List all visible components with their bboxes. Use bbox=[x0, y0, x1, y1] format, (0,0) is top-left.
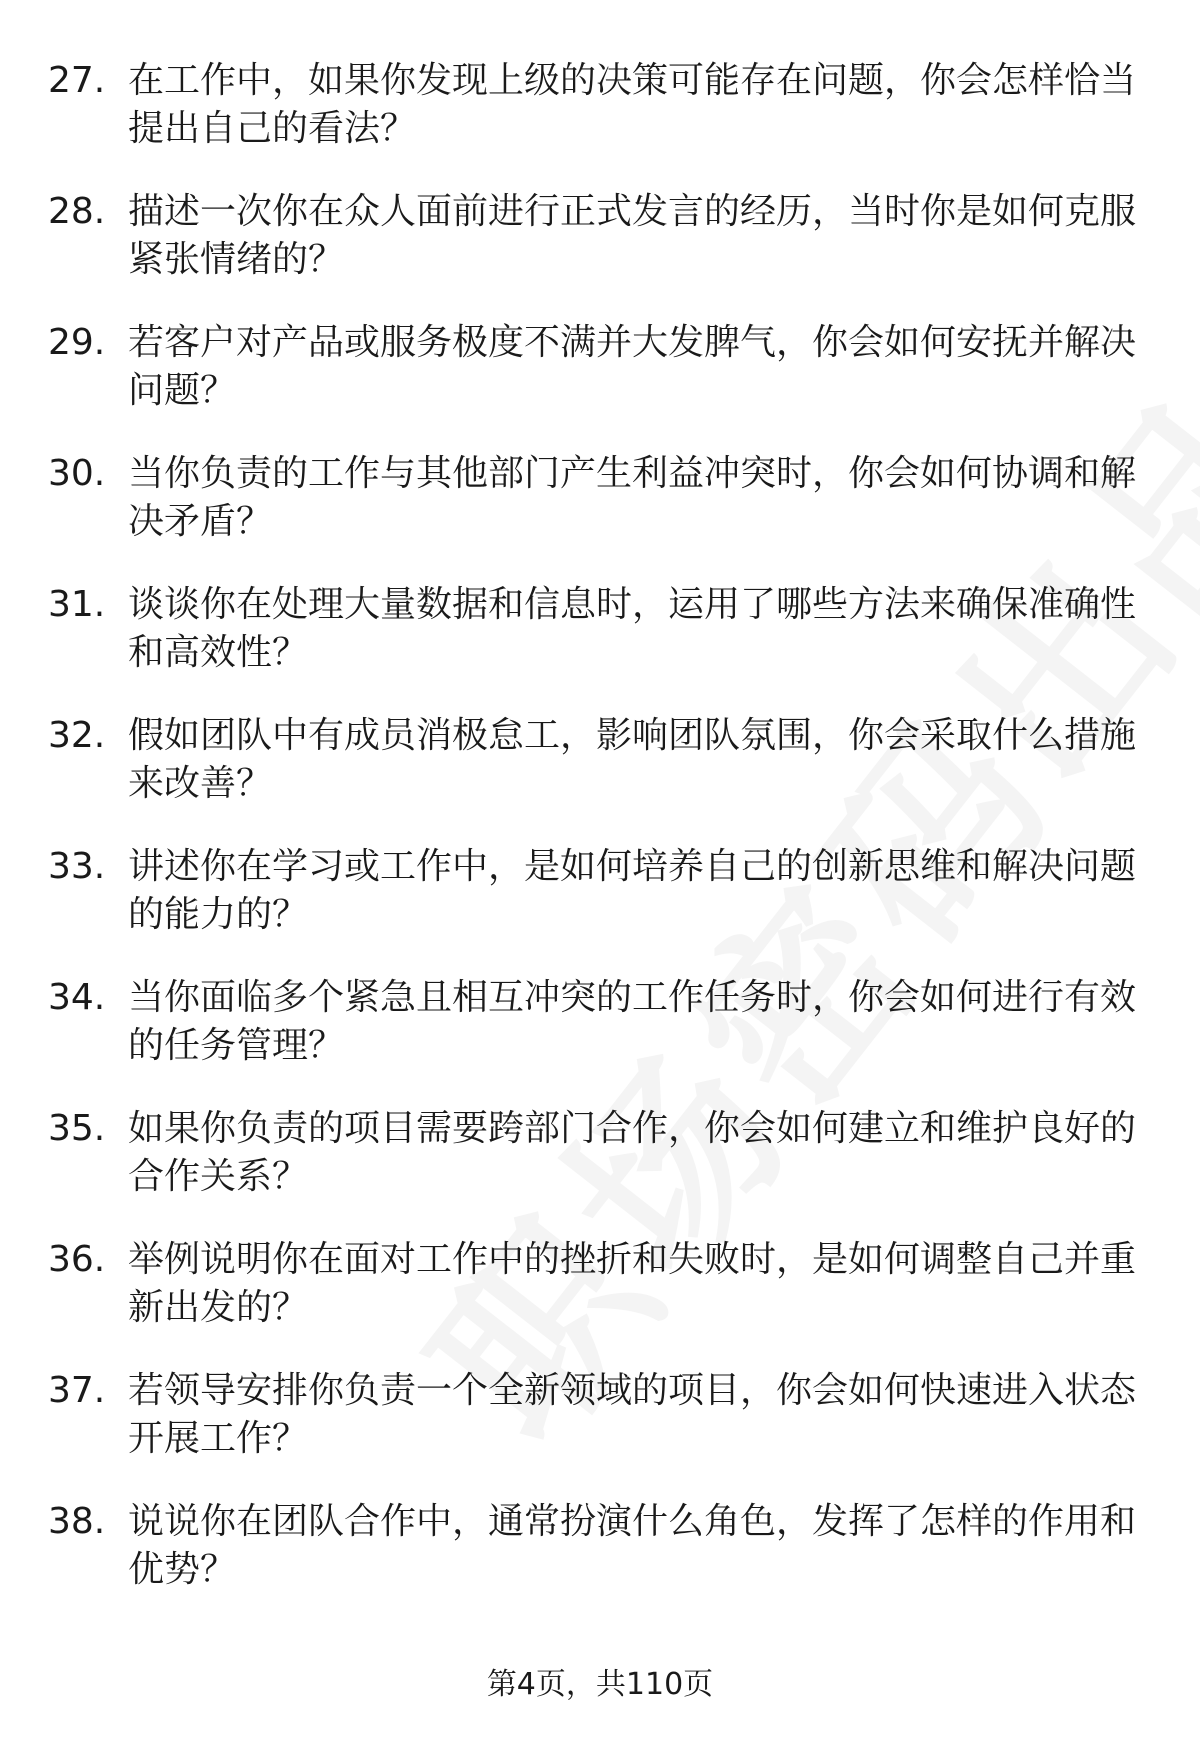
question-number: 35. bbox=[48, 1108, 106, 1149]
question-text: 若领导安排你负责一个全新领域的项目，你会如何快速进入状态开展工作？ bbox=[128, 1370, 1137, 1459]
question-number: 31. bbox=[48, 584, 106, 625]
question-item bbox=[48, 319, 1158, 450]
question-number: 36. bbox=[48, 1239, 106, 1280]
question-item bbox=[48, 57, 1158, 188]
question-text: 假如团队中有成员消极怠工，影响团队氛围，你会采取什么措施来改善？ bbox=[128, 715, 1137, 804]
question-item bbox=[48, 1105, 1158, 1236]
question-item bbox=[48, 843, 1158, 974]
question-number: 29. bbox=[48, 322, 106, 363]
question-item bbox=[48, 1236, 1158, 1367]
question-number: 38. bbox=[48, 1501, 106, 1542]
question-text: 讲述你在学习或工作中，是如何培养自己的创新思维和解决问题的能力的？ bbox=[128, 846, 1137, 935]
question-text: 说说你在团队合作中，通常扮演什么角色，发挥了怎样的作用和优势？ bbox=[128, 1501, 1137, 1590]
question-item bbox=[48, 712, 1158, 843]
question-number: 34. bbox=[48, 977, 106, 1018]
question-text: 当你负责的工作与其他部门产生利益冲突时，你会如何协调和解决矛盾？ bbox=[128, 453, 1137, 542]
question-number: 37. bbox=[48, 1370, 106, 1411]
question-number: 27. bbox=[48, 60, 106, 101]
question-number: 28. bbox=[48, 191, 106, 232]
question-text: 在工作中，如果你发现上级的决策可能存在问题，你会怎样恰当提出自己的看法？ bbox=[128, 60, 1137, 149]
question-text: 谈谈你在处理大量数据和信息时，运用了哪些方法来确保准确性和高效性？ bbox=[128, 584, 1137, 673]
question-number: 30. bbox=[48, 453, 106, 494]
question-text: 描述一次你在众人面前进行正式发言的经历，当时你是如何克服紧张情绪的？ bbox=[128, 191, 1137, 280]
question-item bbox=[48, 188, 1158, 319]
page-footer: 第4页，共110页 bbox=[486, 1667, 714, 1702]
question-text: 如果你负责的项目需要跨部门合作，你会如何建立和维护良好的合作关系？ bbox=[128, 1108, 1137, 1197]
question-text: 若客户对产品或服务极度不满并大发脾气，你会如何安抚并解决问题？ bbox=[128, 322, 1137, 411]
question-number: 32. bbox=[48, 715, 106, 756]
question-list bbox=[48, 57, 1158, 1629]
question-number: 33. bbox=[48, 846, 106, 887]
question-item bbox=[48, 450, 1158, 581]
question-text: 当你面临多个紧急且相互冲突的工作任务时，你会如何进行有效的任务管理？ bbox=[128, 977, 1137, 1066]
question-item bbox=[48, 1367, 1158, 1498]
question-text: 举例说明你在面对工作中的挫折和失败时，是如何调整自己并重新出发的？ bbox=[128, 1239, 1137, 1328]
question-item bbox=[48, 581, 1158, 712]
question-item bbox=[48, 1498, 1158, 1629]
question-item bbox=[48, 974, 1158, 1105]
